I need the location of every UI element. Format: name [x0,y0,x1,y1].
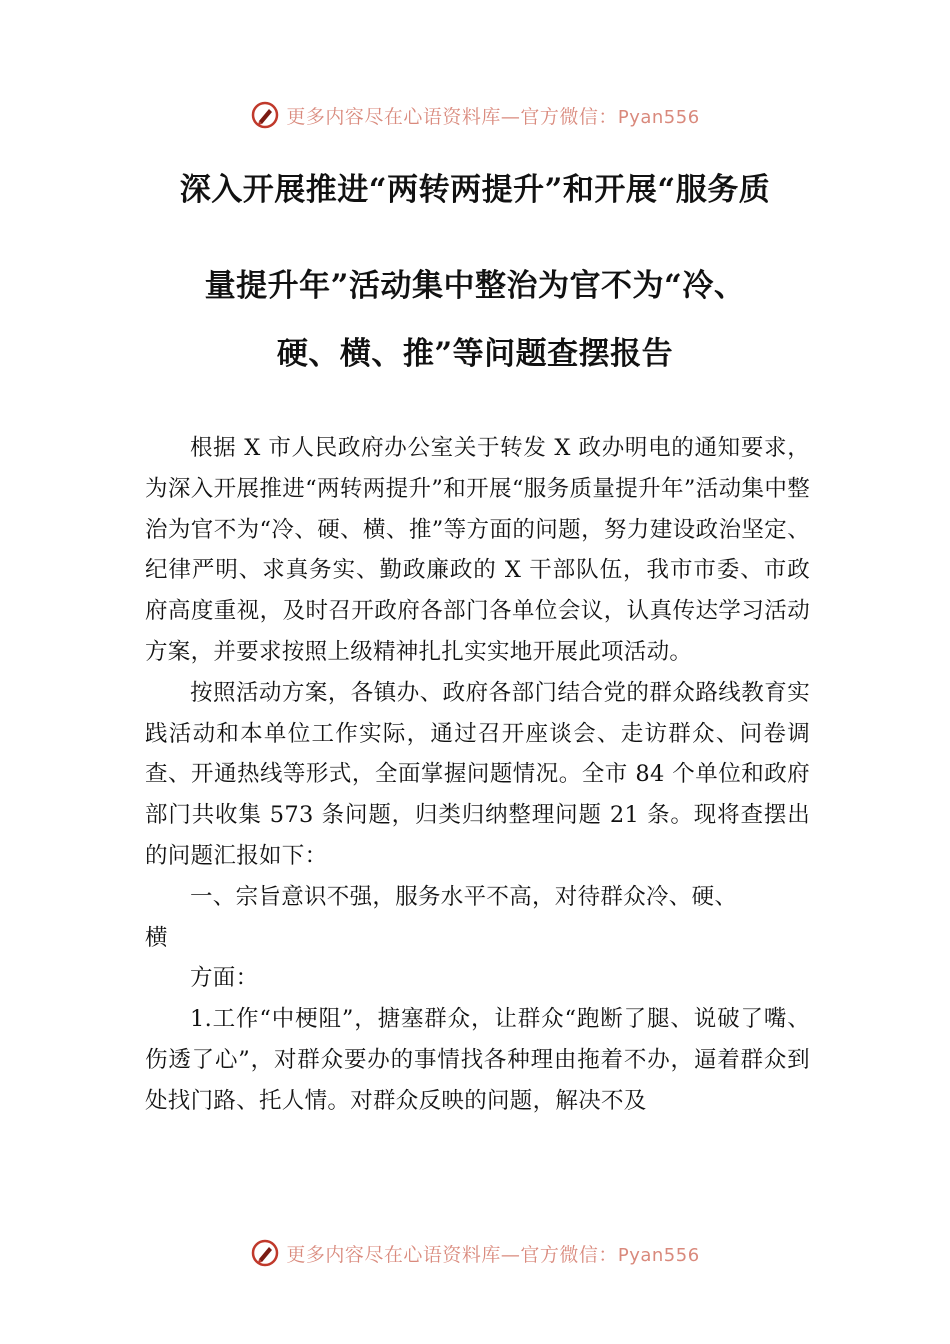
paragraph-method: 按照活动方案，各镇办、政府各部门结合党的群众路线教育实践活动和本单位工作实际，通过召开座谈会、走访群众、问卷调查、开通热线等形式，全面掌握问题情况。全市 84 个单位和政府部门共收集 573 条问题，归类归纳整理问题 21 条。现将查摆出的问题汇报如下： [145,679,810,869]
pen-logo-icon [250,1238,280,1268]
watermark-banner-top [0,95,950,135]
paragraph-intro: 根据 X 市人民政府办公室关于转发 X 政办明电的通知要求，为深入开展推进“两转两提升”和开展“服务质量提升年”活动集中整治为官不为“冷、硬、横、推”等方面的问题，努力建设政治坚定、纪律严明、求真务实、勤政廉政的 X 干部队伍，我市市委、市政府高度重视，及时召开政府各部门各单位会议，认真传达学习活动方案，并要求按照上级精神扎扎实实地开展此项活动。 [145,435,810,665]
paragraph-item-1: 1.工作“中梗阻”，搪塞群众，让群众“跑断了腿、说破了嘴、伤透了心”，对群众要办的事情找各种理由拖着不办，逼着群众到处找门路、托人情。对群众反映的问题，解决不及 [145,1006,810,1114]
section-heading-1-cont: 横 [145,924,168,951]
watermark-banner-bottom [0,1233,950,1273]
watermark-text: 更多内容尽在心语资料库—官方微信：Pyan556 [286,1243,700,1266]
watermark-text: 更多内容尽在心语资料库—官方微信：Pyan556 [286,105,700,128]
document-title-line-3: 硬、横、推”等问题查摆报告 [276,336,674,372]
section-heading-1-tail: 方面： [190,965,259,992]
document-title-line-1: 深入开展推进“两转两提升”和开展“服务质 [179,172,771,208]
document-body [145,428,810,1122]
pen-logo-icon [250,100,280,130]
document-title-line-2: 量提升年”活动集中整治为官不为“冷、 [204,268,746,304]
section-heading-1: 一、宗旨意识不强，服务水平不高，对待群众冷、硬、 [190,883,738,910]
